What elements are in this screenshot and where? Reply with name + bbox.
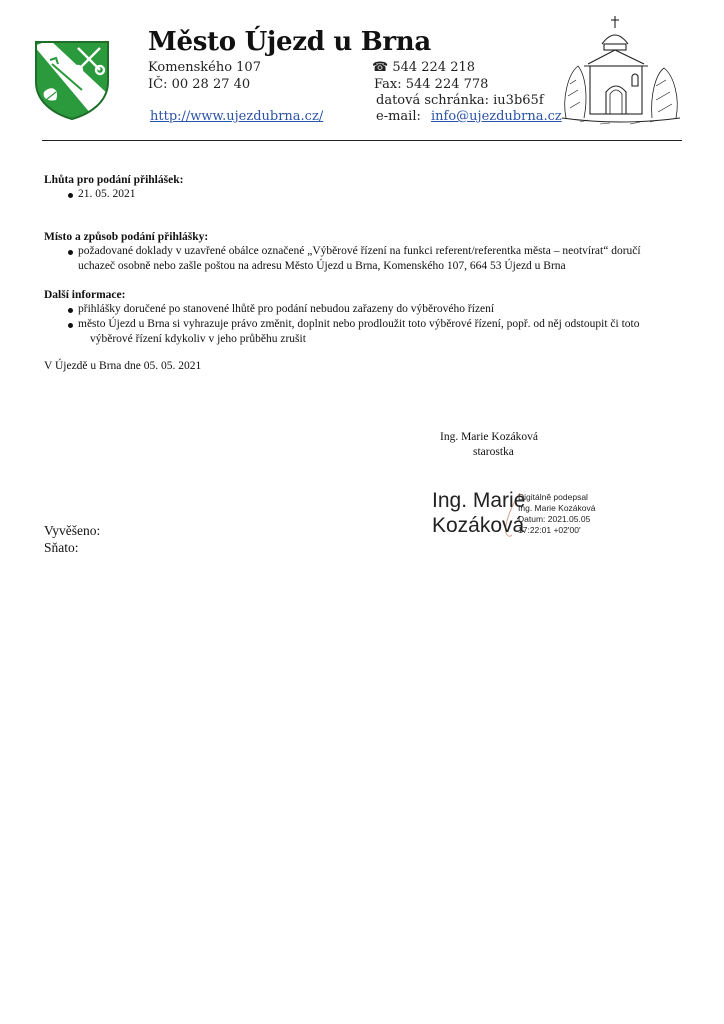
submission-text-line-1: požadované doklady v uzavřené obálce označené „Výběrové řízení na funkci referent/referentka města – neotvírat“ doručí bbox=[78, 245, 641, 257]
signature-meta-line-4: 17:22:01 +02'00' bbox=[518, 525, 581, 535]
bullet-icon bbox=[68, 308, 73, 313]
submission-heading: Místo a způsob podání přihlášky: bbox=[44, 231, 209, 243]
other-info-item-2-line-1: město Újezd u Brna si vyhrazuje právo změnit, doplnit nebo prodloužit toto výběrové řízení, popř. od něj odstoupit či toto bbox=[78, 318, 640, 330]
deadline-heading: Lhůta pro podání přihlášek: bbox=[44, 174, 184, 186]
data-box-id: datová schránka: iu3b65f bbox=[376, 93, 544, 108]
signatory-role: starostka bbox=[473, 446, 514, 458]
website-link[interactable]: http://www.ujezdubrna.cz/ bbox=[150, 109, 324, 124]
posted-label: Vyvěšeno: bbox=[44, 523, 101, 538]
phone-line bbox=[372, 60, 475, 75]
signature-meta-line-3: Datum: 2021.05.05 bbox=[518, 514, 591, 524]
signature-name-line-2: Kozáková bbox=[432, 514, 525, 537]
other-info-heading: Další informace: bbox=[44, 289, 126, 301]
signature-meta-line-1: Digitálně podepsal bbox=[518, 492, 588, 502]
phone-icon: ☎ bbox=[372, 60, 389, 75]
header-divider bbox=[42, 140, 682, 141]
email-link[interactable]: info@ujezdubrna.cz bbox=[431, 109, 562, 124]
phone-number: 544 224 218 bbox=[392, 60, 476, 75]
bullet-icon bbox=[68, 193, 73, 198]
other-info-item-1: přihlášky doručené po stanovené lhůtě pro podání nebudou zařazeny do výběrového řízení bbox=[78, 303, 495, 315]
bullet-icon bbox=[68, 323, 73, 328]
submission-text-line-2: uchazeč osobně nebo zašle poštou na adresu Město Újezd u Brna, Komenského 107, 664 53 Újezd u Brna bbox=[78, 260, 566, 272]
town-coat-of-arms bbox=[34, 40, 110, 120]
fax-number: Fax: 544 224 778 bbox=[374, 77, 489, 92]
digital-signature-block bbox=[432, 489, 612, 541]
signature-name-line-1: Ing. Marie bbox=[432, 489, 526, 512]
place-date: V Újezdě u Brna dne 05. 05. 2021 bbox=[44, 360, 202, 372]
email-label: e-mail: bbox=[376, 109, 421, 124]
chapel-illustration bbox=[560, 14, 682, 128]
address-street: Komenského 107 bbox=[148, 60, 261, 75]
company-id: IČ: 00 28 27 40 bbox=[148, 77, 251, 92]
bullet-icon bbox=[68, 250, 73, 255]
removed-label: Sňato: bbox=[44, 540, 79, 555]
signature-meta-line-2: Ing. Marie Kozáková bbox=[518, 503, 596, 513]
town-title: Město Újezd u Brna bbox=[148, 27, 431, 57]
deadline-date: 21. 05. 2021 bbox=[78, 188, 136, 200]
signatory-name: Ing. Marie Kozáková bbox=[440, 431, 539, 443]
other-info-item-2-line-2: výběrové řízení kdykoliv v jeho průběhu zrušit bbox=[90, 333, 306, 345]
email-line bbox=[376, 109, 562, 124]
